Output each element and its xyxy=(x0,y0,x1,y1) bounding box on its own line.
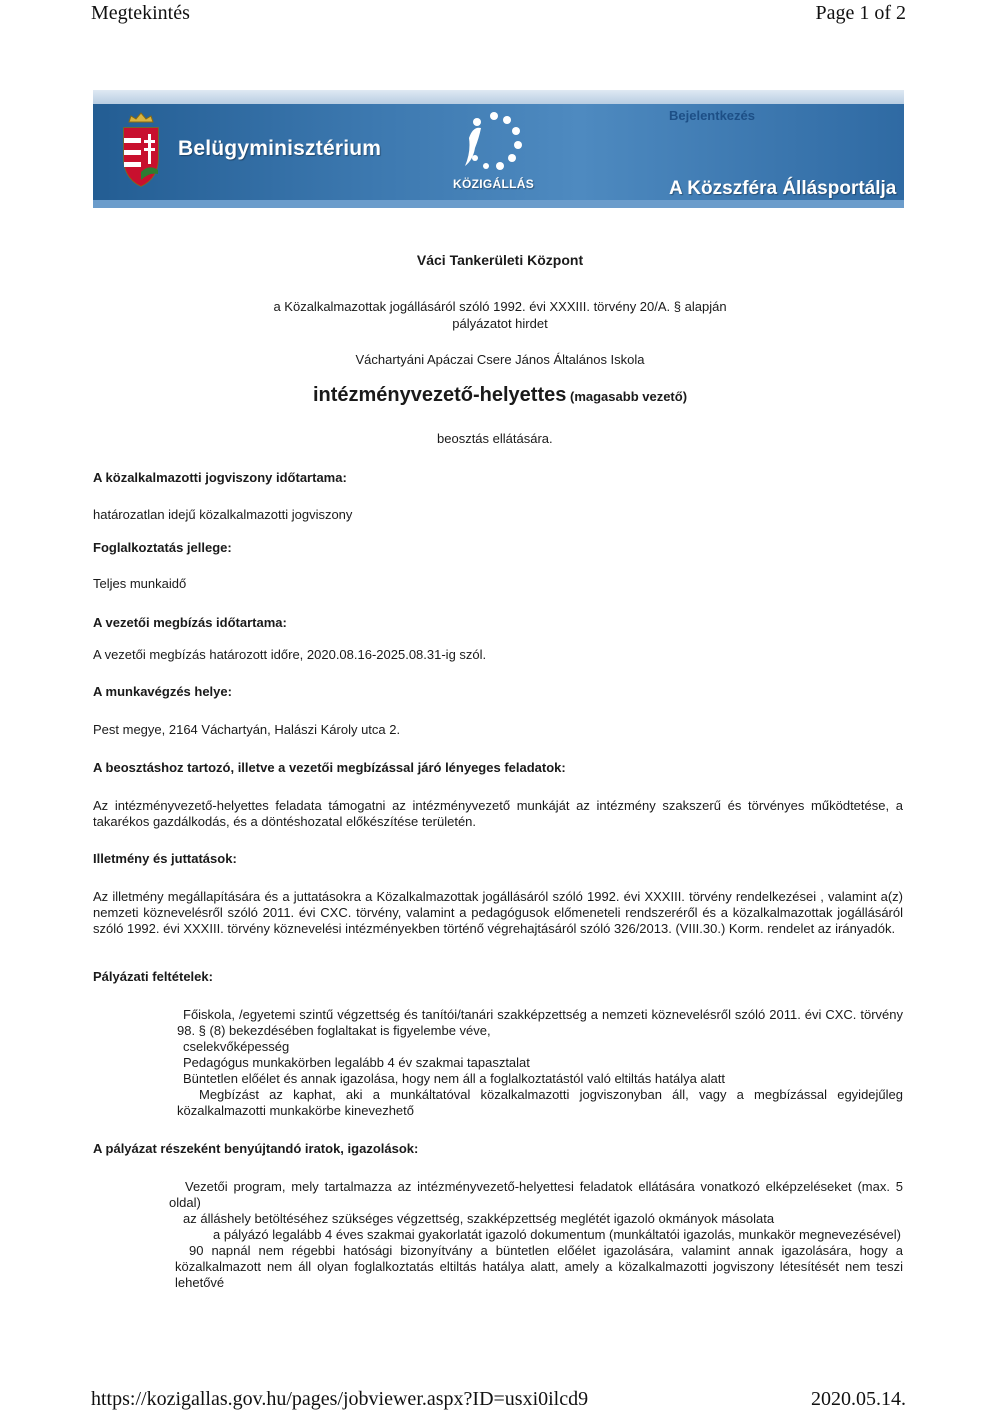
position-title: intézményvezető-helyettes xyxy=(312,384,567,406)
section-heading-mandate-duration: A vezetői megbízás időtartama: xyxy=(93,615,287,630)
organization-name: Váci Tankerületi Központ xyxy=(416,252,584,268)
position-note: (magasabb vezető) xyxy=(570,389,688,404)
document-item: Vezetői program, mely tartalmazza az intézményvezető-helyettesi feladatok ellátására vonatkozó elképzeléseket (max. 5 oldal) xyxy=(169,1179,903,1210)
condition-item: Főiskola, /egyetemi szintű végzettség és tanítói/tanári szakképzettség a nemzeti köznevelésről szóló 2011. évi CXC. törvény 98. § (8) bekezdésében foglaltakat is figyelembe véve, xyxy=(177,1007,903,1038)
hungarian-coat-of-arms-icon xyxy=(119,112,163,188)
section-heading-duties: A beosztáshoz tartozó, illetve a vezetői megbízással járó lényeges feladatok: xyxy=(93,760,566,775)
kozigallas-logo-icon xyxy=(449,108,539,178)
legal-basis-line: a Közalkalmazottak jogállásáról szóló 1992. évi XXXIII. törvény 20/A. § alapján xyxy=(273,299,727,314)
document-item: a pályázó legalább 4 éves szakmai gyakorlatát igazoló dokumentum (munkáltatói igazolás, munkakör megnevezésével) xyxy=(213,1227,901,1242)
section-heading-conditions: Pályázati feltételek: xyxy=(93,969,213,984)
portal-title: A Közszféra Állásportálja xyxy=(669,178,897,199)
print-header-title: Megtekintés xyxy=(91,2,190,24)
section-heading-documents: A pályázat részeként benyújtandó iratok, igazolások: xyxy=(93,1141,419,1156)
assignment-line: beosztás ellátására. xyxy=(437,431,553,446)
print-page-number: Page 1 of 2 xyxy=(815,2,906,24)
print-footer-url: https://kozigallas.gov.hu/pages/jobviewer.aspx?ID=usxi0ilcd9 xyxy=(91,1388,589,1410)
document-item: az álláshely betöltéséhez szükséges végzettség, szakképzettség meglétét igazoló okmányok másolata xyxy=(183,1211,775,1226)
login-link[interactable]: Bejelentkezés xyxy=(669,108,755,123)
section-heading-salary: Illetmény és juttatások: xyxy=(93,851,237,866)
documents-list xyxy=(93,1179,903,1291)
condition-item: Megbízást az kaphat, aki a munkáltatóval közalkalmazotti jogviszonyban áll, vagy a megbízással egyidejűleg közalkalmazotti munkakörbe kinevezhető xyxy=(177,1087,903,1118)
section-heading-employment-type: Foglalkoztatás jellege: xyxy=(93,540,232,555)
section-text-employment-duration: határozatlan idejű közalkalmazotti jogviszony xyxy=(93,507,353,522)
section-text-workplace: Pest megye, 2164 Váchartyán, Halászi Károly utca 2. xyxy=(93,722,401,737)
section-heading-employment-duration: A közalkalmazotti jogviszony időtartama: xyxy=(93,470,347,485)
ministry-name: Belügyminisztérium xyxy=(178,137,382,160)
site-banner xyxy=(93,90,904,208)
document-item: 90 napnál nem régebbi hatósági bizonyítvány a büntetlen előélet igazolására, valamint annak igazolására, hogy a közalkalmazott nem áll olyan foglalkoztatás eltiltás hatálya alatt, amely a közalkalmazotti jogviszony létesítését nem teszi lehetővé xyxy=(175,1243,903,1290)
section-heading-workplace: A munkavégzés helye: xyxy=(93,684,232,699)
condition-item: cselekvőképesség xyxy=(183,1039,290,1054)
school-name: Váchartyáni Apáczai Csere János Általános Iskola xyxy=(355,352,645,367)
position-title-line xyxy=(0,384,1000,407)
announcement-line: pályázatot hirdet xyxy=(452,316,548,331)
banner-top-strip xyxy=(93,90,904,104)
section-text-mandate-duration: A vezetői megbízás határozott időre, 2020.08.16-2025.08.31-ig szól. xyxy=(93,647,487,662)
conditions-list xyxy=(93,1007,903,1119)
print-footer-date: 2020.05.14. xyxy=(811,1388,906,1410)
condition-item: Pedagógus munkakörben legalább 4 év szakmai tapasztalat xyxy=(183,1055,530,1070)
kozigallas-label: KÖZIGÁLLÁS xyxy=(453,177,534,191)
section-text-salary: Az illetmény megállapítására és a juttatásokra a Közalkalmazottak jogállásáról szóló 1992. évi XXXIII. törvény rendelkezései , valamint a(z) nemzeti köznevelésről szóló 2011. évi CXC. törvény, valamint a pedagógusok előmeneteli rendszeréről és a közalkalmazottak jogállásáról szóló 1992. évi XXXIII. törvény köznevelési intézményekben történő végrehajtásáról szóló 326/2013. (VIII.30.) Korm. rendelet az irányadók. xyxy=(93,889,903,936)
condition-item: Büntetlen előélet és annak igazolása, hogy nem áll a foglalkoztatástól való eltiltás hatálya alatt xyxy=(183,1071,726,1086)
section-text-duties: Az intézményvezető-helyettes feladata támogatni az intézményvezető munkáját az intézmény szakszerű és törvényes működtetése, a takarékos gazdálkodás, és a döntéshozatal előkészítése területén. xyxy=(93,798,903,829)
banner-bottom-strip xyxy=(93,200,904,208)
section-text-employment-type: Teljes munkaidő xyxy=(93,576,187,591)
